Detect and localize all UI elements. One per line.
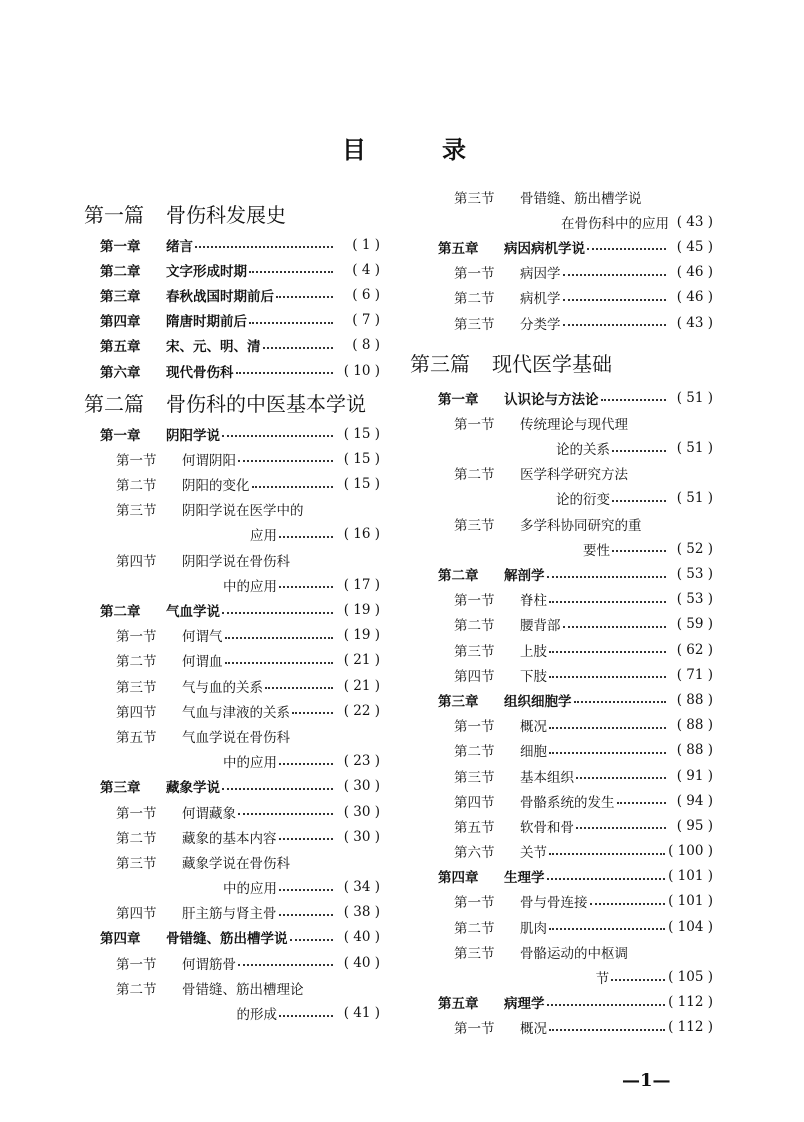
toc-entry-label: 第六章 [100, 364, 141, 381]
toc-entry-label: 第一章 [100, 427, 141, 444]
toc-entry-label: 第一节 [116, 452, 157, 469]
toc-chapter-entry [410, 385, 713, 410]
toc-entry-page: ( 43 ) [669, 214, 713, 230]
toc-entry-label: 第一节 [454, 593, 495, 610]
toc-entry-page: ( 10 ) [336, 363, 380, 379]
toc-entry-label: 第二节 [454, 467, 495, 484]
toc-entry-page: ( 6 ) [336, 287, 380, 303]
dot-leader [279, 763, 333, 765]
toc-entry-label: 第三节 [454, 316, 495, 333]
dot-leader [263, 347, 334, 349]
toc-chapter-entry [84, 308, 380, 333]
toc-entry-page: ( 30 ) [336, 778, 380, 794]
toc-entry-label: 第四章 [100, 314, 141, 331]
toc-entry-title: 气血与津液的关系 [182, 704, 290, 721]
dot-leader [576, 777, 666, 779]
toc-section-entry [410, 813, 713, 838]
dot-leader [249, 322, 333, 324]
toc-entry-label: 第一章 [100, 238, 141, 255]
toc-entry-label: 第五节 [116, 729, 157, 746]
toc-section-entry [410, 738, 713, 763]
toc-section-entry [410, 461, 713, 486]
toc-entry-title: 生理学 [504, 870, 545, 887]
toc-entry-title: 要性 [583, 542, 610, 559]
toc-entry-page: ( 30 ) [336, 804, 380, 820]
dot-leader [549, 676, 666, 678]
toc-entry-label: 第三节 [454, 643, 495, 660]
dot-leader [290, 939, 334, 941]
toc-entry-label: 第三篇 [410, 351, 470, 376]
toc-chapter-entry [410, 864, 713, 889]
toc-entry-label: 第三章 [438, 693, 479, 710]
toc-part-entry [84, 194, 380, 232]
toc-entry-label: 第五章 [438, 996, 479, 1013]
toc-entry-page: ( 34 ) [336, 879, 380, 895]
dot-leader [611, 979, 665, 981]
toc-part-entry [410, 343, 713, 381]
toc-entry-label: 第三节 [454, 190, 495, 207]
toc-entry-page: ( 7 ) [336, 312, 380, 328]
toc-entry-page: ( 16 ) [336, 526, 380, 542]
dot-leader [222, 612, 333, 614]
dot-leader [279, 889, 333, 891]
toc-section-entry [84, 547, 380, 572]
toc-entry-page: ( 59 ) [669, 616, 713, 632]
dot-leader [563, 626, 667, 628]
toc-section-entry [84, 824, 380, 849]
toc-section-entry [410, 285, 713, 310]
toc-cont-entry [84, 749, 380, 774]
toc-entry-title: 骨骼系统的发生 [520, 794, 615, 811]
toc-entry-title: 阴阳学说 [166, 427, 220, 444]
toc-entry-title: 宋、元、明、清 [166, 339, 261, 356]
toc-right-column [410, 184, 713, 1040]
dot-leader [574, 701, 667, 703]
toc-section-entry [410, 410, 713, 435]
toc-section-entry [84, 849, 380, 874]
toc-entry-title: 肌肉 [520, 920, 547, 937]
dot-leader [590, 903, 666, 905]
toc-section-entry [410, 788, 713, 813]
toc-section-entry [84, 698, 380, 723]
toc-entry-title: 何谓藏象 [182, 805, 236, 822]
toc-section-entry [84, 950, 380, 975]
toc-chapter-entry [84, 925, 380, 950]
dot-leader [612, 450, 666, 452]
toc-entry-title: 骨错缝、筋出槽学说 [520, 190, 642, 207]
dot-leader [549, 601, 666, 603]
toc-entry-label: 第一节 [454, 895, 495, 912]
toc-section-entry [84, 900, 380, 925]
toc-entry-title: 论的衍变 [556, 492, 610, 509]
dot-leader [587, 248, 666, 250]
toc-entry-label: 第二章 [100, 604, 141, 621]
toc-entry-title: 概况 [520, 1021, 547, 1038]
toc-entry-page: ( 23 ) [336, 753, 380, 769]
toc-entry-label: 第二章 [100, 263, 141, 280]
toc-section-entry [410, 713, 713, 738]
toc-entry-title: 基本组织 [520, 769, 574, 786]
toc-entry-label: 第四节 [116, 906, 157, 923]
toc-entry-page: ( 112 ) [668, 1019, 713, 1035]
toc-entry-title: 藏象的基本内容 [182, 830, 277, 847]
toc-entry-label: 第二节 [116, 981, 157, 998]
toc-chapter-entry [84, 358, 380, 383]
toc-entry-title: 肝主筋与肾主骨 [182, 906, 277, 923]
toc-entry-page: ( 105 ) [668, 969, 713, 985]
toc-cont-entry [84, 1000, 380, 1025]
toc-entry-title: 何谓阴阳 [182, 452, 236, 469]
dot-leader [549, 928, 665, 930]
toc-entry-page: ( 21 ) [336, 652, 380, 668]
dot-leader [612, 500, 666, 502]
toc-entry-page: ( 46 ) [669, 264, 713, 280]
toc-entry-title: 藏象学说在骨伤科 [182, 855, 290, 872]
toc-entry-page: ( 8 ) [336, 337, 380, 353]
dot-leader [279, 914, 334, 916]
dot-leader [549, 853, 665, 855]
toc-entry-page: ( 71 ) [669, 667, 713, 683]
toc-entry-label: 第四章 [100, 931, 141, 948]
toc-section-entry [410, 1015, 713, 1040]
toc-entry-page: ( 40 ) [336, 929, 380, 945]
toc-entry-title: 春秋战国时期前后 [166, 288, 274, 305]
toc-section-entry [84, 975, 380, 1000]
toc-chapter-entry [84, 282, 380, 307]
toc-entry-title: 中的应用 [223, 755, 277, 772]
toc-entry-title: 病因学 [520, 266, 561, 283]
toc-entry-label: 第二节 [116, 830, 157, 847]
toc-entry-title: 气血学说 [166, 604, 220, 621]
toc-entry-title: 中的应用 [223, 881, 277, 898]
toc-section-entry [410, 839, 713, 864]
toc-heading-char-1: 目 [342, 136, 366, 164]
toc-chapter-entry [84, 257, 380, 282]
toc-section-entry [84, 472, 380, 497]
toc-entry-title: 阴阳学说在骨伤科 [182, 553, 290, 570]
toc-entry-title: 骨与骨连接 [520, 895, 588, 912]
toc-entry-page: ( 95 ) [669, 818, 713, 834]
dot-leader [601, 399, 667, 401]
dot-leader [222, 788, 333, 790]
toc-entry-title: 组织细胞学 [504, 693, 572, 710]
toc-entry-page: ( 41 ) [336, 1005, 380, 1021]
dot-leader [547, 1004, 666, 1006]
dot-leader [547, 878, 666, 880]
toc-chapter-entry [410, 687, 713, 712]
toc-entry-title: 病因病机学说 [504, 240, 585, 257]
toc-entry-label: 第四节 [116, 553, 157, 570]
dot-leader [252, 486, 334, 488]
dot-leader [225, 637, 334, 639]
toc-chapter-entry [410, 234, 713, 259]
toc-entry-label: 第四节 [116, 704, 157, 721]
toc-chapter-entry [84, 597, 380, 622]
toc-entry-title: 中的应用 [223, 578, 277, 595]
dot-leader [195, 246, 333, 248]
toc-entry-page: ( 53 ) [669, 591, 713, 607]
toc-heading-char-2: 录 [442, 136, 466, 164]
toc-section-entry [410, 914, 713, 939]
toc-entry-title: 病机学 [520, 291, 561, 308]
dot-leader [576, 827, 666, 829]
toc-entry-label: 第二节 [454, 920, 495, 937]
toc-entry-label: 第五节 [454, 819, 495, 836]
toc-entry-title: 的形成 [236, 1007, 277, 1024]
toc-chapter-entry [84, 421, 380, 446]
toc-cont-entry [410, 536, 713, 561]
toc-entry-page: ( 19 ) [336, 627, 380, 643]
toc-entry-page: ( 46 ) [669, 289, 713, 305]
toc-entry-title: 骨错缝、筋出槽学说 [166, 931, 288, 948]
toc-entry-page: ( 88 ) [669, 742, 713, 758]
toc-entry-title: 腰背部 [520, 618, 561, 635]
toc-chapter-entry [84, 774, 380, 799]
toc-entry-label: 第二篇 [84, 391, 144, 416]
toc-entry-page: ( 112 ) [668, 994, 713, 1010]
toc-entry-label: 第四节 [454, 668, 495, 685]
toc-entry-label: 第二节 [454, 291, 495, 308]
dot-leader [236, 372, 334, 374]
toc-entry-title: 现代医学基础 [492, 351, 612, 376]
toc-entry-title: 阴阳的变化 [182, 478, 250, 495]
toc-part-entry [84, 383, 380, 421]
toc-entry-label: 第三章 [100, 288, 141, 305]
toc-entry-label: 第五章 [100, 339, 141, 356]
toc-section-entry [84, 799, 380, 824]
toc-section-entry [84, 497, 380, 522]
toc-entry-title: 骨伤科的中医基本学说 [166, 391, 366, 416]
toc-entry-page: ( 15 ) [336, 476, 380, 492]
toc-entry-title: 绪言 [166, 238, 193, 255]
toc-entry-title: 软骨和骨 [520, 819, 574, 836]
toc-entry-page: ( 40 ) [336, 955, 380, 971]
toc-left-column [84, 194, 380, 1026]
toc-entry-label: 第三节 [116, 855, 157, 872]
dot-leader [279, 586, 333, 588]
toc-entry-title: 骨错缝、筋出槽理论 [182, 981, 304, 998]
dot-leader [238, 813, 333, 815]
toc-entry-title: 传统理论与现代理 [520, 416, 628, 433]
dot-leader [563, 324, 667, 326]
dot-leader [222, 435, 333, 437]
dot-leader [238, 460, 333, 462]
toc-entry-label: 第二章 [438, 568, 479, 585]
dot-leader [612, 550, 666, 552]
toc-section-entry [84, 673, 380, 698]
toc-entry-page: ( 22 ) [336, 703, 380, 719]
page-number: —1— [622, 1070, 671, 1091]
toc-entry-title: 细胞 [520, 744, 547, 761]
toc-section-entry [410, 511, 713, 536]
toc-cont-entry [410, 436, 713, 461]
toc-cont-entry [410, 964, 713, 989]
toc-entry-title: 应用 [250, 528, 277, 545]
toc-entry-label: 第三节 [116, 679, 157, 696]
toc-entry-page: ( 15 ) [336, 451, 380, 467]
toc-entry-title: 认识论与方法论 [504, 391, 599, 408]
toc-entry-label: 第六节 [454, 845, 495, 862]
toc-section-entry [410, 939, 713, 964]
toc-entry-page: ( 52 ) [669, 541, 713, 557]
toc-section-entry [84, 446, 380, 471]
toc-entry-title: 文字形成时期 [166, 263, 247, 280]
toc-entry-title: 骨骼运动的中枢调 [520, 945, 628, 962]
toc-entry-title: 气血学说在骨伤科 [182, 729, 290, 746]
toc-entry-page: ( 21 ) [336, 678, 380, 694]
toc-entry-page: ( 4 ) [336, 262, 380, 278]
dot-leader [547, 576, 667, 578]
toc-entry-label: 第二节 [116, 654, 157, 671]
toc-entry-page: ( 101 ) [668, 868, 713, 884]
dot-leader [549, 1029, 665, 1031]
toc-entry-page: ( 88 ) [669, 717, 713, 733]
toc-cont-entry [84, 875, 380, 900]
toc-entry-label: 第四章 [438, 870, 479, 887]
toc-entry-page: ( 104 ) [668, 919, 713, 935]
toc-entry-title: 关节 [520, 845, 547, 862]
toc-section-entry [410, 637, 713, 662]
toc-entry-title: 医学科学研究方法 [520, 467, 628, 484]
toc-section-entry [410, 184, 713, 209]
toc-entry-label: 第二节 [454, 618, 495, 635]
toc-entry-page: ( 19 ) [336, 602, 380, 618]
toc-chapter-entry [410, 561, 713, 586]
toc-section-entry [410, 612, 713, 637]
dot-leader [563, 299, 667, 301]
toc-entry-page: ( 101 ) [668, 893, 713, 909]
toc-entry-title: 何谓筋骨 [182, 956, 236, 973]
toc-entry-label: 第二节 [116, 478, 157, 495]
toc-entry-page: ( 1 ) [336, 237, 380, 253]
toc-entry-title: 上肢 [520, 643, 547, 660]
toc-entry-label: 第四节 [454, 794, 495, 811]
toc-section-entry [410, 662, 713, 687]
toc-entry-page: ( 30 ) [336, 829, 380, 845]
toc-entry-title: 骨伤科发展史 [166, 202, 286, 227]
toc-entry-page: ( 38 ) [336, 904, 380, 920]
toc-entry-page: ( 94 ) [669, 793, 713, 809]
toc-section-entry [84, 723, 380, 748]
toc-entry-title: 藏象学说 [166, 780, 220, 797]
dot-leader [549, 727, 666, 729]
toc-entry-label: 第一章 [438, 391, 479, 408]
toc-section-entry [410, 310, 713, 335]
dot-leader [563, 274, 667, 276]
toc-entry-label: 第一节 [454, 266, 495, 283]
toc-section-entry [410, 587, 713, 612]
toc-section-entry [84, 623, 380, 648]
toc-section-entry [410, 260, 713, 285]
dot-leader [279, 536, 333, 538]
toc-entry-title: 分类学 [520, 316, 561, 333]
toc-chapter-entry [84, 333, 380, 358]
toc-entry-label: 第五章 [438, 240, 479, 257]
toc-entry-title: 病理学 [504, 996, 545, 1013]
dot-leader [276, 296, 333, 298]
toc-entry-label: 第三节 [116, 503, 157, 520]
toc-entry-page: ( 45 ) [669, 239, 713, 255]
toc-entry-title: 概况 [520, 719, 547, 736]
toc-cont-entry [84, 572, 380, 597]
dot-leader [225, 662, 334, 664]
dot-leader [549, 651, 666, 653]
toc-entry-page: ( 51 ) [669, 440, 713, 456]
toc-entry-page: ( 15 ) [336, 426, 380, 442]
toc-entry-page: ( 88 ) [669, 692, 713, 708]
toc-entry-label: 第一节 [116, 956, 157, 973]
toc-entry-title: 解剖学 [504, 568, 545, 585]
toc-entry-label: 第一节 [454, 416, 495, 433]
toc-entry-page: ( 53 ) [669, 566, 713, 582]
dot-leader [279, 1015, 333, 1017]
toc-entry-title: 论的关系 [556, 442, 610, 459]
toc-section-entry [410, 889, 713, 914]
dot-leader [265, 687, 333, 689]
toc-entry-label: 第一篇 [84, 202, 144, 227]
toc-chapter-entry [410, 990, 713, 1015]
dot-leader [617, 802, 667, 804]
toc-entry-page: ( 100 ) [668, 843, 713, 859]
toc-entry-page: ( 91 ) [669, 768, 713, 784]
dot-leader [249, 271, 333, 273]
toc-cont-entry [410, 209, 713, 234]
toc-entry-page: ( 51 ) [669, 390, 713, 406]
toc-entry-title: 何谓血 [182, 654, 223, 671]
toc-entry-page: ( 62 ) [669, 642, 713, 658]
toc-entry-title: 阴阳学说在医学中的 [182, 503, 304, 520]
dot-leader [238, 964, 333, 966]
toc-cont-entry [84, 522, 380, 547]
toc-entry-label: 第三章 [100, 780, 141, 797]
toc-entry-title: 多学科协同研究的重 [520, 517, 642, 534]
toc-entry-page: ( 17 ) [336, 577, 380, 593]
toc-chapter-entry [84, 232, 380, 257]
toc-entry-title: 节 [595, 971, 610, 988]
toc-section-entry [84, 648, 380, 673]
toc-entry-label: 第三节 [454, 945, 495, 962]
toc-entry-title: 下肢 [520, 668, 547, 685]
dot-leader [549, 752, 666, 754]
toc-entry-label: 第三节 [454, 517, 495, 534]
toc-cont-entry [410, 486, 713, 511]
toc-entry-title: 在骨伤科中的应用 [561, 215, 669, 232]
dot-leader [279, 838, 334, 840]
toc-entry-title: 气与血的关系 [182, 679, 263, 696]
toc-entry-label: 第一节 [454, 1021, 495, 1038]
toc-entry-title: 现代骨伤科 [166, 364, 234, 381]
toc-entry-label: 第一节 [454, 719, 495, 736]
toc-entry-page: ( 51 ) [669, 490, 713, 506]
toc-entry-label: 第三节 [454, 769, 495, 786]
toc-entry-label: 第一节 [116, 805, 157, 822]
toc-entry-title: 脊柱 [520, 593, 547, 610]
toc-entry-title: 隋唐时期前后 [166, 314, 247, 331]
toc-section-entry [410, 763, 713, 788]
toc-entry-title: 何谓气 [182, 629, 223, 646]
toc-entry-label: 第一节 [116, 629, 157, 646]
dot-leader [292, 712, 333, 714]
toc-entry-label: 第二节 [454, 744, 495, 761]
toc-entry-page: ( 43 ) [669, 315, 713, 331]
